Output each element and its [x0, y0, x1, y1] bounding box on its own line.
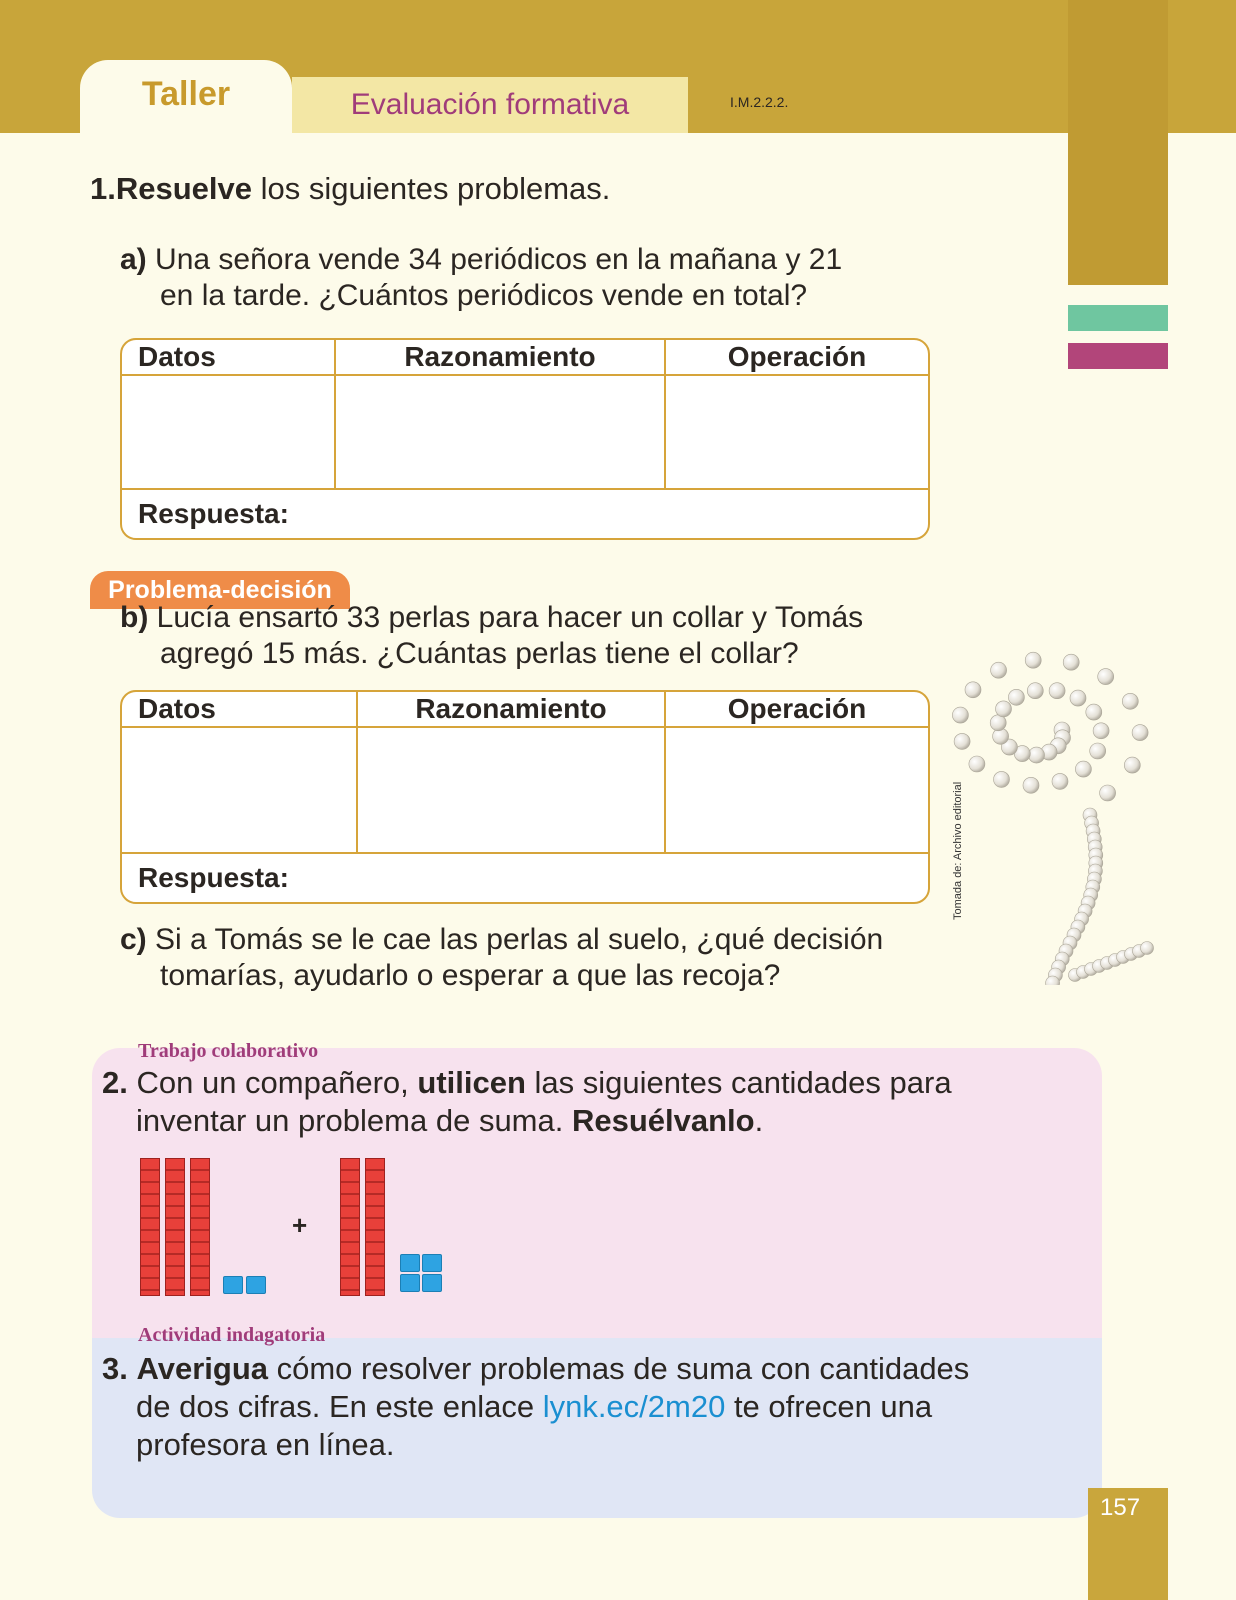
- table-a-header-datos: Datos: [122, 340, 336, 376]
- plus-sign: +: [292, 1210, 308, 1240]
- q1-number: 1.: [90, 171, 116, 206]
- table-a-header-operacion: Operación: [666, 340, 928, 376]
- unit-cube: [246, 1276, 266, 1294]
- q1b-line1: Lucía ensartó 33 perlas para hacer un collar y Tomás: [156, 601, 864, 634]
- q1a-line1: Una señora vende 34 periódicos en la mañana y 21: [155, 243, 843, 276]
- q1a-text: [120, 242, 842, 314]
- right-brown-band: [1068, 0, 1168, 285]
- ten-rod: [340, 1158, 360, 1296]
- q1c-letter: c): [120, 923, 147, 956]
- skill-code: I.M.2.2.2.: [730, 94, 789, 110]
- magenta-stripe: [1068, 343, 1168, 369]
- ten-rod: [140, 1158, 160, 1296]
- q2-line2-pre: inventar un problema de suma.: [136, 1103, 572, 1138]
- q2-end: .: [754, 1103, 764, 1138]
- table-a-operacion-cell[interactable]: [666, 376, 928, 490]
- table-a: [120, 338, 930, 540]
- tab-evaluacion-formativa: Evaluación formativa: [292, 77, 688, 133]
- q2-pre: Con un compañero,: [136, 1065, 418, 1100]
- q1-verb: Resuelve: [115, 171, 252, 206]
- q1c-line1: Si a Tomás se le cae las perlas al suelo, ¿qué decisión: [155, 923, 884, 956]
- table-a-header-razonamiento: Razonamiento: [336, 340, 666, 376]
- image-credit: Tomada de: Archivo editorial: [952, 781, 964, 920]
- ten-rod: [165, 1158, 185, 1296]
- ten-rod: [365, 1158, 385, 1296]
- table-a-datos-cell[interactable]: [122, 376, 336, 490]
- table-b-respuesta[interactable]: Respuesta:: [138, 862, 289, 893]
- problema-decision-pill: Problema-decisión: [90, 571, 350, 609]
- q1-title: [90, 170, 610, 208]
- q2-text: [102, 1064, 952, 1140]
- unit-cube: [422, 1254, 442, 1272]
- table-a-razonamiento-cell[interactable]: [336, 376, 666, 490]
- q3-number: 3.: [102, 1351, 128, 1386]
- table-b-header-operacion: Operación: [666, 692, 928, 728]
- unit-cube: [400, 1254, 420, 1272]
- ten-rod: [190, 1158, 210, 1296]
- page-number: 157: [1088, 1488, 1168, 1600]
- table-a-respuesta[interactable]: Respuesta:: [138, 498, 289, 529]
- actividad-indagatoria-label: Actividad indagatoria: [138, 1324, 326, 1346]
- unit-cube: [422, 1274, 442, 1292]
- table-b-header-razonamiento: Razonamiento: [358, 692, 666, 728]
- trabajo-colaborativo-label: Trabajo colaborativo: [138, 1040, 319, 1062]
- green-stripe: [1068, 305, 1168, 331]
- q3-link[interactable]: lynk.ec/2m20: [542, 1389, 726, 1424]
- q1a-line2: en la tarde. ¿Cuántos periódicos vende en total?: [160, 279, 808, 312]
- table-b-razonamiento-cell[interactable]: [358, 728, 666, 854]
- q2-number: 2.: [102, 1065, 128, 1100]
- unit-cube: [400, 1274, 420, 1292]
- q3-line2-pre: de dos cifras. En este enlace: [136, 1389, 543, 1424]
- unit-cube: [223, 1276, 243, 1294]
- q1b-letter: b): [120, 601, 149, 634]
- q1b-line2: agregó 15 más. ¿Cuántas perlas tiene el collar?: [160, 637, 799, 670]
- table-b-operacion-cell[interactable]: [666, 728, 928, 854]
- q1c-text: [120, 922, 883, 994]
- table-b-datos-cell[interactable]: [122, 728, 358, 854]
- q2-bold1: utilicen: [417, 1065, 526, 1100]
- q1-text: los siguientes problemas.: [252, 171, 611, 206]
- q1a-letter: a): [120, 243, 147, 276]
- q1b-text: [120, 600, 863, 672]
- q2-bold2: Resuélvanlo: [571, 1103, 755, 1138]
- q1c-line2: tomarías, ayudarlo o esperar a que las recoja?: [160, 959, 781, 992]
- q3-rest1: cómo resolver problemas de suma con cantidades: [268, 1351, 970, 1386]
- table-b-header-datos: Datos: [122, 692, 358, 728]
- table-b: [120, 690, 930, 904]
- q3-text: [102, 1350, 969, 1464]
- tab-taller: Taller: [80, 60, 292, 140]
- q2-mid: las siguientes cantidades para: [525, 1065, 952, 1100]
- q3-line3: profesora en línea.: [136, 1427, 395, 1462]
- q3-verb: Averigua: [136, 1351, 268, 1386]
- q3-line2-post: te ofrecen una: [725, 1389, 933, 1424]
- pearl-beads: [952, 652, 1153, 985]
